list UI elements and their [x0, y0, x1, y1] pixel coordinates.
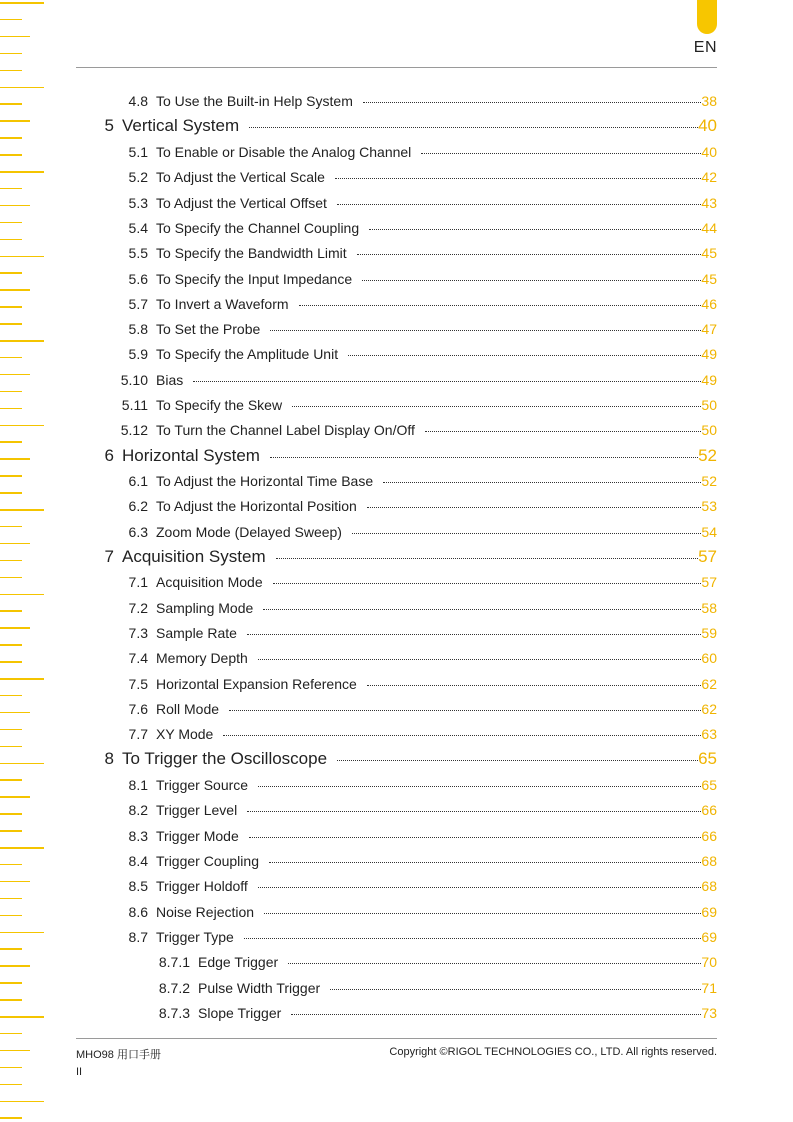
toc-entry-number: 8.6	[128, 904, 148, 920]
toc-entry-number: 5.1	[128, 144, 148, 160]
toc-entry-title: To Adjust the Horizontal Time Base	[156, 473, 374, 489]
toc-entry-title: Trigger Level	[156, 802, 238, 818]
ruler-tick	[0, 87, 44, 89]
ruler-tick	[0, 53, 22, 55]
toc-dot-leader	[269, 862, 701, 863]
toc-entry-page: 73	[701, 1005, 717, 1021]
toc-dot-leader	[367, 685, 702, 686]
toc-entry-page: 43	[701, 195, 717, 211]
toc-dot-leader	[258, 659, 702, 660]
toc-section-entry[interactable]	[0, 498, 717, 514]
toc-entry-page: 40	[698, 116, 717, 135]
toc-entry-title: Trigger Holdoff	[156, 878, 248, 894]
toc-entry-number: 7.7	[128, 726, 148, 742]
toc-dot-leader	[273, 583, 702, 584]
ruler-tick	[0, 644, 22, 646]
ruler-tick	[0, 289, 30, 291]
toc-entry-number: 5.7	[128, 296, 148, 312]
toc-entry-number: 8.7	[128, 929, 148, 945]
footer-manual-title: MHO98 用口手册	[76, 1049, 161, 1061]
toc-entry-page: 68	[701, 878, 717, 894]
ruler-tick	[0, 340, 44, 342]
toc-entry-title: To Specify the Bandwidth Limit	[156, 245, 347, 261]
toc-entry-page: 69	[701, 904, 717, 920]
toc-section-entry[interactable]	[0, 245, 717, 261]
toc-entry-number: 5.3	[128, 195, 148, 211]
toc-entry-title: Noise Rejection	[156, 904, 255, 920]
toc-dot-leader	[425, 431, 702, 432]
toc-entry-page: 50	[701, 422, 717, 438]
toc-entry-number: 5	[104, 116, 114, 135]
toc-section-entry[interactable]	[0, 372, 717, 388]
header-divider	[76, 67, 717, 68]
toc-entry-page: 66	[701, 802, 717, 818]
ruler-tick	[0, 948, 22, 950]
toc-entry-title: Slope Trigger	[198, 1005, 282, 1021]
toc-entry-title: Edge Trigger	[198, 954, 279, 970]
toc-section-entry[interactable]	[0, 980, 717, 996]
toc-entry-number: 8.7.3	[158, 1005, 190, 1021]
toc-dot-leader	[337, 760, 698, 761]
toc-entry-number: 5.12	[120, 422, 148, 438]
toc-section-entry[interactable]	[0, 93, 717, 109]
ruler-tick	[0, 1084, 22, 1086]
toc-section-entry[interactable]	[0, 802, 717, 818]
ruler-tick	[0, 188, 22, 190]
toc-entry-title: Horizontal System	[122, 446, 260, 465]
toc-dot-leader	[335, 178, 702, 179]
toc-entry-number: 8	[104, 749, 114, 768]
ruler-tick	[0, 796, 30, 798]
ruler-tick	[0, 36, 30, 38]
toc-entry-title: Memory Depth	[156, 650, 248, 666]
toc-entry-title: Acquisition System	[122, 547, 266, 566]
ruler-tick	[0, 441, 22, 443]
toc-entry-title: Zoom Mode (Delayed Sweep)	[156, 524, 342, 540]
ruler-tick	[0, 999, 22, 1001]
toc-entry-title: To Turn the Channel Label Display On/Off	[156, 422, 415, 438]
toc-entry-title: Sample Rate	[156, 625, 237, 641]
toc-entry-number: 8.7.2	[158, 980, 190, 996]
toc-entry-number: 5.8	[128, 321, 148, 337]
toc-entry-page: 54	[701, 524, 717, 540]
toc-dot-leader	[362, 280, 701, 281]
toc-entry-page: 71	[701, 980, 717, 996]
toc-entry-page: 52	[701, 473, 717, 489]
toc-entry-number: 7.2	[128, 600, 148, 616]
toc-entry-number: 5.5	[128, 245, 148, 261]
toc-section-entry[interactable]	[0, 600, 717, 616]
toc-entry-number: 8.2	[128, 802, 148, 818]
toc-entry-title: To Specify the Amplitude Unit	[156, 346, 339, 362]
toc-entry-page: 65	[701, 777, 717, 793]
toc-section-entry[interactable]	[0, 878, 717, 894]
toc-entry-title: To Adjust the Vertical Scale	[156, 169, 325, 185]
toc-section-entry[interactable]	[0, 397, 717, 413]
toc-dot-leader	[357, 254, 702, 255]
toc-dot-leader	[244, 938, 702, 939]
toc-chapter-entry[interactable]	[0, 547, 717, 567]
toc-entry-title: Horizontal Expansion Reference	[156, 676, 357, 692]
toc-entry-number: 5.6	[128, 271, 148, 287]
toc-section-entry[interactable]	[0, 422, 717, 438]
ruler-tick	[0, 543, 30, 545]
toc-section-entry[interactable]	[0, 650, 717, 666]
toc-entry-page: 60	[701, 650, 717, 666]
toc-section-entry[interactable]	[0, 296, 717, 312]
toc-entry-title: To Use the Built-in Help System	[156, 93, 353, 109]
ruler-tick	[0, 847, 44, 849]
toc-entry-number: 4.8	[128, 93, 148, 109]
toc-entry-title: Acquisition Mode	[156, 574, 263, 590]
toc-dot-leader	[193, 381, 701, 382]
toc-entry-page: 65	[698, 749, 717, 768]
toc-dot-leader	[270, 457, 698, 458]
toc-chapter-entry[interactable]	[0, 749, 717, 769]
toc-entry-title: Trigger Mode	[156, 828, 239, 844]
toc-entry-page: 69	[701, 929, 717, 945]
ruler-tick	[0, 1033, 22, 1035]
toc-entry-number: 6.1	[128, 473, 148, 489]
toc-entry-page: 52	[698, 446, 717, 465]
toc-entry-page: 49	[701, 346, 717, 362]
toc-dot-leader	[258, 887, 702, 888]
toc-entry-page: 70	[701, 954, 717, 970]
toc-section-entry[interactable]	[0, 929, 717, 945]
toc-dot-leader	[421, 153, 701, 154]
toc-entry-page: 62	[701, 701, 717, 717]
toc-entry-number: 7.1	[128, 574, 148, 590]
toc-entry-number: 7	[104, 547, 114, 566]
toc-section-entry[interactable]	[0, 853, 717, 869]
ruler-tick	[0, 239, 22, 241]
toc-section-entry[interactable]	[0, 701, 717, 717]
toc-entry-number: 5.10	[120, 372, 148, 388]
toc-entry-number: 5.11	[121, 397, 148, 413]
toc-entry-number: 8.4	[128, 853, 148, 869]
toc-dot-leader	[249, 837, 702, 838]
toc-entry-number: 5.9	[128, 346, 148, 362]
toc-entry-page: 38	[701, 93, 717, 109]
toc-section-entry[interactable]	[0, 524, 717, 540]
toc-dot-leader	[247, 811, 701, 812]
toc-entry-number: 6.2	[128, 498, 148, 514]
toc-entry-number: 8.3	[128, 828, 148, 844]
ruler-tick	[0, 1117, 22, 1119]
language-tab-marker	[697, 0, 717, 34]
toc-dot-leader	[276, 558, 698, 559]
toc-entry-title: Vertical System	[122, 116, 240, 135]
page-number: II	[76, 1066, 83, 1078]
toc-dot-leader	[270, 330, 701, 331]
toc-entry-title: Bias	[156, 372, 184, 388]
footer-divider	[76, 1038, 717, 1039]
toc-entry-page: 57	[698, 547, 717, 566]
ruler-tick	[0, 594, 44, 596]
toc-entry-title: Sampling Mode	[156, 600, 254, 616]
toc-dot-leader	[348, 355, 701, 356]
toc-dot-leader	[369, 229, 701, 230]
toc-section-entry[interactable]	[0, 676, 717, 692]
toc-entry-page: 50	[701, 397, 717, 413]
ruler-tick	[0, 1067, 22, 1069]
toc-entry-page: 62	[701, 676, 717, 692]
toc-section-entry[interactable]	[0, 473, 717, 489]
toc-entry-number: 7.5	[128, 676, 148, 692]
toc-entry-title: To Adjust the Horizontal Position	[156, 498, 357, 514]
toc-entry-title: To Set the Probe	[156, 321, 261, 337]
toc-section-entry[interactable]	[0, 169, 717, 185]
toc-entry-page: 47	[701, 321, 717, 337]
toc-entry-page: 63	[701, 726, 717, 742]
footer-copyright: Copyright ©RIGOL TECHNOLOGIES CO., LTD. All rights reserved.	[389, 1046, 717, 1058]
toc-dot-leader	[292, 406, 701, 407]
toc-dot-leader	[337, 204, 701, 205]
toc-entry-title: To Adjust the Vertical Offset	[156, 195, 327, 211]
toc-entry-title: Trigger Type	[156, 929, 234, 945]
toc-entry-page: 46	[701, 296, 717, 312]
toc-entry-number: 5.2	[128, 169, 148, 185]
toc-dot-leader	[291, 1014, 701, 1015]
toc-dot-leader	[258, 786, 701, 787]
toc-entry-page: 45	[701, 245, 717, 261]
toc-section-entry[interactable]	[0, 144, 717, 160]
toc-section-entry[interactable]	[0, 777, 717, 793]
toc-entry-number: 5.4	[128, 220, 148, 236]
toc-dot-leader	[299, 305, 702, 306]
toc-chapter-entry[interactable]	[0, 446, 717, 466]
toc-section-entry[interactable]	[0, 346, 717, 362]
language-label: EN	[693, 39, 717, 56]
toc-entry-title: Pulse Width Trigger	[198, 980, 321, 996]
toc-entry-page: 66	[701, 828, 717, 844]
toc-entry-title: Roll Mode	[156, 701, 220, 717]
toc-entry-title: To Specify the Input Impedance	[156, 271, 353, 287]
toc-dot-leader	[330, 989, 701, 990]
ruler-tick	[0, 391, 22, 393]
toc-entry-page: 58	[701, 600, 717, 616]
toc-entry-title: XY Mode	[156, 726, 214, 742]
toc-section-entry[interactable]	[0, 574, 717, 590]
toc-section-entry[interactable]	[0, 195, 717, 211]
toc-entry-number: 6.3	[128, 524, 148, 540]
toc-entry-title: To Specify the Skew	[156, 397, 283, 413]
toc-section-entry[interactable]	[0, 220, 717, 236]
toc-dot-leader	[223, 735, 701, 736]
toc-section-entry[interactable]	[0, 1005, 717, 1021]
toc-entry-page: 42	[701, 169, 717, 185]
toc-entry-number: 8.1	[128, 777, 148, 793]
ruler-tick	[0, 492, 22, 494]
toc-dot-leader	[263, 609, 701, 610]
toc-section-entry[interactable]	[0, 271, 717, 287]
toc-section-entry[interactable]	[0, 904, 717, 920]
toc-entry-page: 49	[701, 372, 717, 388]
toc-dot-leader	[247, 634, 701, 635]
toc-dot-leader	[264, 913, 701, 914]
toc-entry-page: 59	[701, 625, 717, 641]
ruler-tick	[0, 70, 22, 72]
ruler-tick	[0, 1050, 30, 1052]
toc-entry-page: 68	[701, 853, 717, 869]
toc-section-entry[interactable]	[0, 954, 717, 970]
toc-dot-leader	[352, 533, 701, 534]
toc-entry-number: 7.3	[128, 625, 148, 641]
ruler-tick	[0, 898, 22, 900]
ruler-tick	[0, 1101, 44, 1103]
toc-entry-title: To Specify the Channel Coupling	[156, 220, 360, 236]
toc-entry-title: Trigger Coupling	[156, 853, 259, 869]
toc-entry-title: To Trigger the Oscilloscope	[122, 749, 328, 768]
toc-entry-title: To Enable or Disable the Analog Channel	[156, 144, 412, 160]
toc-dot-leader	[363, 102, 702, 103]
toc-entry-page: 53	[701, 498, 717, 514]
toc-dot-leader	[229, 710, 701, 711]
toc-dot-leader	[383, 482, 701, 483]
toc-entry-number: 7.6	[128, 701, 148, 717]
toc-section-entry[interactable]	[0, 726, 717, 742]
toc-entry-number: 8.5	[128, 878, 148, 894]
toc-entry-title: Trigger Source	[156, 777, 249, 793]
toc-entry-page: 40	[701, 144, 717, 160]
ruler-tick	[0, 2, 44, 4]
toc-section-entry[interactable]	[0, 828, 717, 844]
toc-section-entry[interactable]	[0, 625, 717, 641]
toc-entry-number: 6	[104, 446, 114, 465]
toc-entry-title: To Invert a Waveform	[156, 296, 289, 312]
toc-entry-number: 8.7.1	[158, 954, 190, 970]
ruler-tick	[0, 695, 22, 697]
toc-entry-page: 44	[701, 220, 717, 236]
toc-dot-leader	[367, 507, 702, 508]
ruler-tick	[0, 137, 22, 139]
toc-dot-leader	[249, 127, 698, 128]
toc-entry-page: 57	[701, 574, 717, 590]
toc-dot-leader	[288, 963, 701, 964]
toc-entry-number: 7.4	[128, 650, 148, 666]
ruler-tick	[0, 19, 22, 21]
ruler-tick	[0, 746, 22, 748]
toc-section-entry[interactable]	[0, 321, 717, 337]
toc-entry-page: 45	[701, 271, 717, 287]
toc-chapter-entry[interactable]	[0, 116, 717, 136]
